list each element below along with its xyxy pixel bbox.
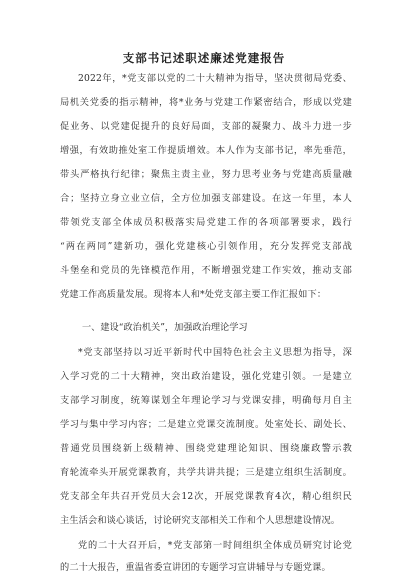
paragraph-line: 普通党员围绕新上级精神、围绕党建理论知识、围绕廉政警示教 [60,443,352,454]
paragraph-line: *党支部坚持以习近平新时代中国特色社会主义思想为指导，深 [78,347,352,358]
document-title: 支部书记述职述廉述党建报告 [122,51,286,65]
paragraph-line: 的二十大报告，重温省委宣讲团的专题学习宣讲辅导与专题党课。 [60,562,331,573]
paragraph-line: 党的二十大召开后，*党支部第一时间组织全体成员研究讨论党 [78,540,352,551]
paragraph-line: 合；坚持立身立业立信，全方位加强支部建设。在这一年里，本人 [60,193,352,204]
paragraph-line: 入学习党的二十大精神，突出政治建设，强化党建引领。一是建立 [60,371,352,382]
paragraph-line: 党建工作高质量发展。现将本人和*处党支部主要工作汇报如下： [60,289,327,300]
paragraph-line: 2022年，*党支部以党的二十大精神为指导，坚决贯彻局党委、 [78,73,352,84]
paragraph-line: 带头严格执行纪律；聚焦主责主业，努力思考业务与党建高质量融 [60,169,352,180]
paragraph-line: 育轮流牵头开展党课教育，共学共讲共提；三是建立组织生活制度。 [60,467,352,478]
paragraph-line: 带领党支部全体成员积极落实局党建工作的各项部署要求，践行 [60,217,352,228]
paragraph-line: 促业务、以党建促提升的良好局面，支部的凝聚力、战斗力进一步 [60,121,352,132]
paragraph-line: 增强，有效助推处室工作提质增效。本人作为支部书记，率先垂范， [60,145,352,156]
paragraph-line: 党支部全年共召开党员大会12次，开展党课教育4次，精心组织民 [60,491,352,502]
paragraph-line: 支部学习制度，统筹谋划全年理论学习与党课安排，明确每月自主 [60,395,352,406]
paragraph-line: “两在两同”建新功，强化党建核心引领作用，充分发挥党支部战 [60,241,352,252]
section-heading: 一、建设“政治机关”，加强政治理论学习 [82,322,248,333]
paragraph-line: 主生活会和谈心谈话，讨论研究支部相关工作和个人思想建设情况。 [60,515,341,526]
paragraph-line: 学习与集中学习内容；二是建立党课交流制度。处室处长、副处长、 [60,419,352,430]
paragraph-line: 局机关党委的指示精神，将*业务与党建工作紧密结合，形成以党建 [60,97,352,108]
paragraph-line: 斗堡垒和党员的先锋模范作用，不断增强党建工作实效，推动支部 [60,265,352,276]
